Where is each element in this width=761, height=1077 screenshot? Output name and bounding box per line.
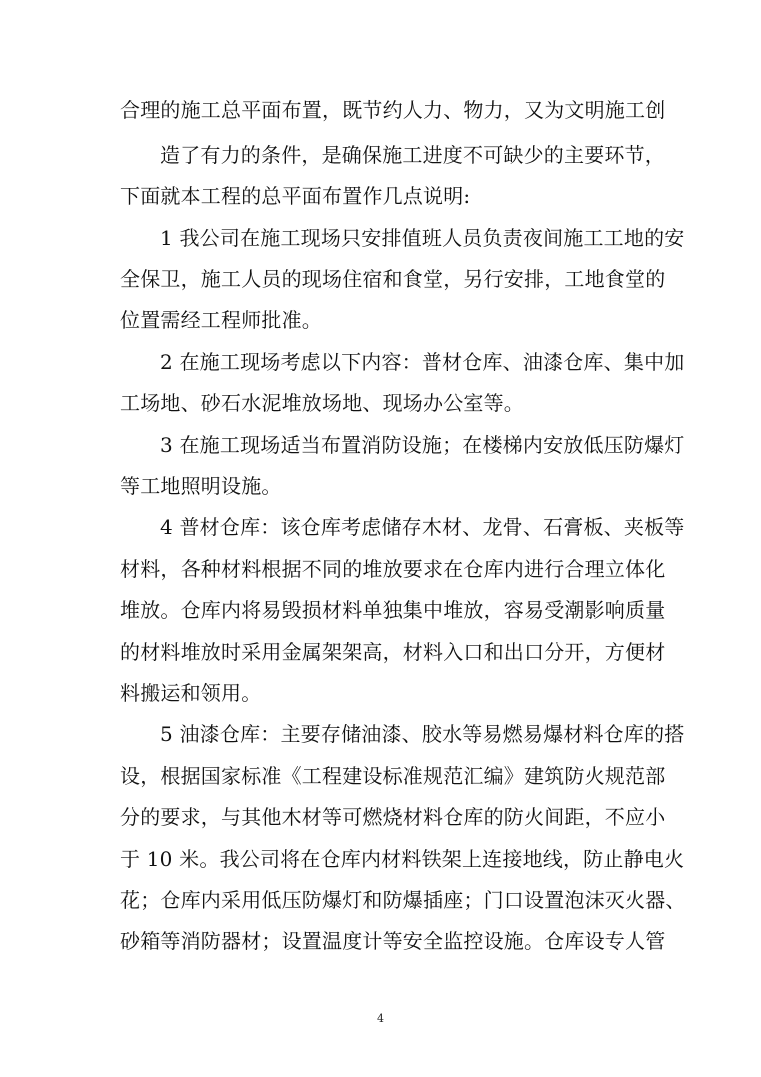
text-line: 等工地照明设施。 (120, 474, 282, 498)
text-line: 料搬运和领用。 (120, 681, 262, 705)
text-line: 1 我公司在施工现场只安排值班人员负责夜间施工工地的安 (160, 226, 685, 250)
text-line: 2 在施工现场考虑以下内容：普材仓库、油漆仓库、集中加 (160, 350, 685, 374)
text-line: 堆放。仓库内将易毁损材料单独集中堆放，容易受潮影响质量 (120, 598, 666, 622)
text-line: 合理的施工总平面布置，既节约人力、物力，又为文明施工创 (120, 98, 666, 122)
text-line: 造了有力的条件，是确保施工进度不可缺少的主要环节， (160, 143, 665, 167)
text-line: 于 10 米。我公司将在仓库内材料铁架上连接地线，防止静电火 (120, 847, 685, 871)
text-line: 下面就本工程的总平面布置作几点说明: (120, 184, 471, 208)
text-line: 3 在施工现场适当布置消防设施；在楼梯内安放低压防爆灯 (160, 433, 685, 457)
text-line: 材料，各种材料根据不同的堆放要求在仓库内进行合理立体化 (120, 557, 666, 581)
text-line: 设，根据国家标准《工程建设标准规范汇编》建筑防火规范部 (120, 764, 666, 788)
text-line: 4 普材仓库：该仓库考虑储存木材、龙骨、石膏板、夹板等 (160, 515, 685, 539)
text-line: 位置需经工程师批准。 (120, 308, 322, 332)
text-line: 5 油漆仓库：主要存储油漆、胶水等易燃易爆材料仓库的搭 (160, 722, 685, 746)
text-line: 工场地、砂石水泥堆放场地、现场办公室等。 (120, 391, 524, 415)
text-line: 花；仓库内采用低压防爆灯和防爆插座；门口设置泡沫灭火器、 (120, 888, 686, 912)
text-line: 分的要求，与其他木材等可燃烧材料仓库的防火间距，不应小 (120, 805, 666, 829)
page-number: 4 (377, 1012, 384, 1025)
text-line: 砂箱等消防器材；设置温度计等安全监控设施。仓库设专人管 (120, 929, 666, 953)
text-line: 全保卫，施工人员的现场住宿和食堂，另行安排，工地食堂的 (120, 267, 666, 291)
text-line: 的材料堆放时采用金属架架高，材料入口和出口分开，方便材 (120, 640, 666, 664)
